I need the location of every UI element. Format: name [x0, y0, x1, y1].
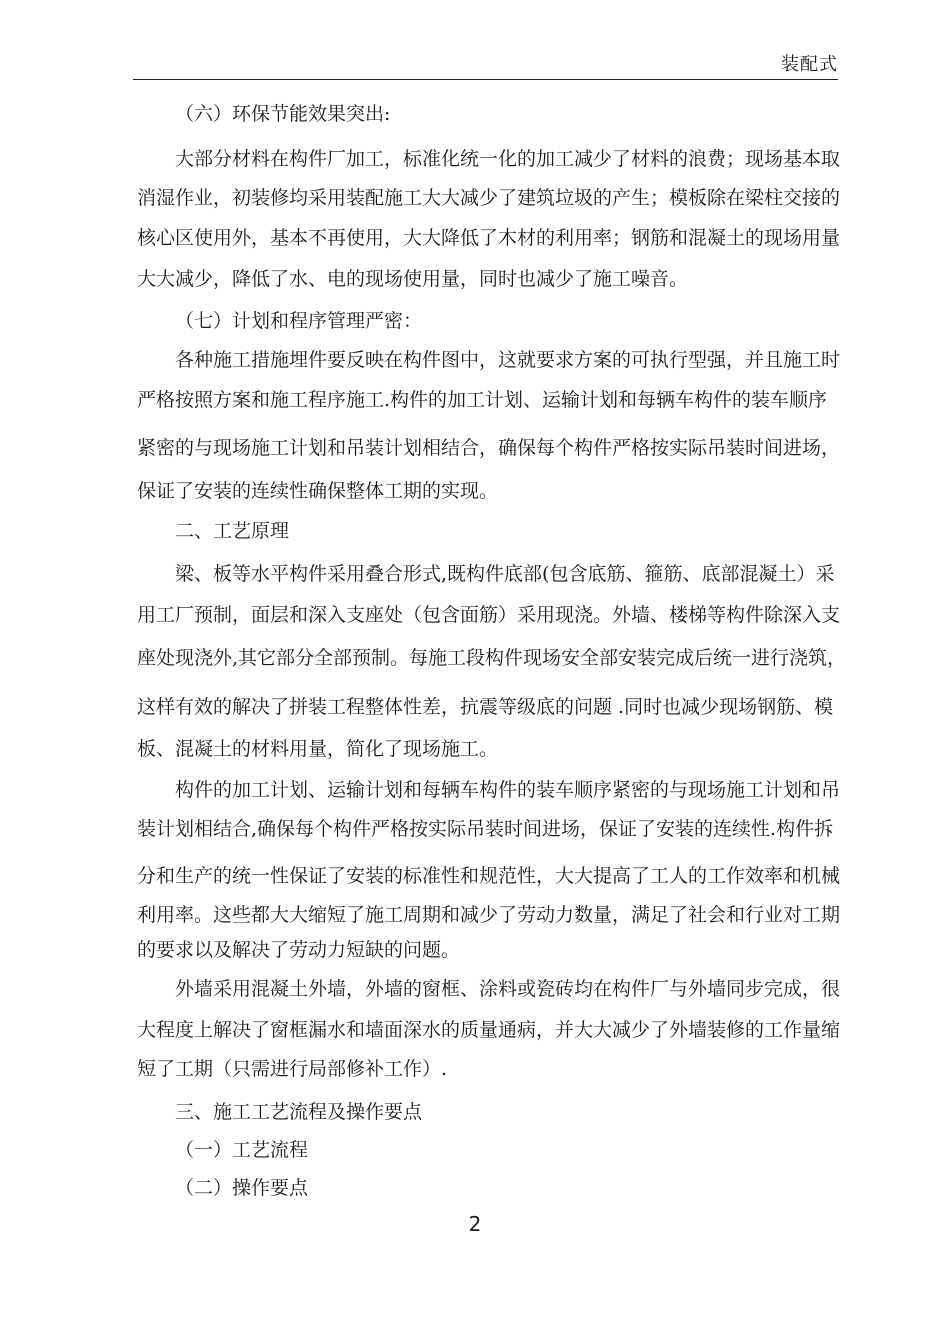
section-heading: （七）计划和程序管理严密： [175, 310, 423, 332]
header-rule [133, 79, 838, 80]
body-line: 板、混凝土的材料用量，简化了现场施工。 [137, 738, 499, 760]
body-line: 构件的加工计划、运输计划和每辆车构件的装车顺序紧密的与现场施工计划和吊 [175, 779, 841, 801]
section-heading: （二）操作要点 [175, 1177, 309, 1199]
body-line: 短了工期（只需进行局部修补工作）. [137, 1058, 448, 1080]
page-number: 2 [468, 1212, 482, 1236]
section-heading: 二、工艺原理 [175, 520, 290, 542]
body-line: 核心区使用外，基本不再使用，大大降低了木材的利用率；钢筋和混凝土的现场用量 [137, 227, 841, 249]
running-header: 装配式 [781, 54, 838, 75]
body-line: 利用率。这些都大大缩短了施工周期和减少了劳动力数量，满足了社会和行业对工期 [137, 904, 841, 926]
body-line: 保证了安装的连续性确保整体工期的实现。 [137, 480, 499, 502]
body-line: 的要求以及解决了劳动力短缺的问题。 [137, 939, 461, 961]
body-line: 各种施工措施埋件要反映在构件图中，这就要求方案的可执行型强，并且施工时 [175, 349, 841, 371]
body-line: 大大减少，降低了水、电的现场使用量，同时也减少了施工噪音。 [137, 268, 689, 290]
body-line: 装计划相结合,确保每个构件严格按实际吊装时间进场，保证了安装的连续性.构件拆 [137, 818, 834, 840]
section-heading: （一）工艺流程 [175, 1139, 309, 1161]
body-line: 大程度上解决了窗框漏水和墙面深水的质量通病，并大大减少了外墙装修的工作量缩 [137, 1019, 841, 1041]
body-line: 紧密的与现场施工计划和吊装计划相结合，确保每个构件严格按实际吊装时间进场， [137, 437, 841, 459]
body-line: 这样有效的解决了拼装工程整体性差，抗震等级底的问题 .同时也减少现场钢筋、模 [137, 696, 834, 718]
section-heading: （六）环保节能效果突出: [175, 103, 391, 125]
section-heading: 三、施工工艺流程及操作要点 [175, 1101, 423, 1123]
body-line: 严格按照方案和施工程序施工.构件的加工计划、运输计划和每辆车构件的装车顺序 [137, 389, 828, 411]
body-line: 外墙采用混凝土外墙，外墙的窗框、涂料或瓷砖均在构件厂与外墙同步完成，很 [175, 978, 841, 1000]
body-line: 梁、板等水平构件采用叠合形式,既构件底部(包含底筋、箍筋、底部混凝土）采 [175, 563, 835, 585]
body-line: 消湿作业，初装修均采用装配施工大大减少了建筑垃圾的产生；模板除在梁柱交接的 [137, 187, 841, 209]
body-line: 分和生产的统一性保证了安装的标准性和规范性，大大提高了工人的工作效率和机械 [137, 865, 841, 887]
body-line: 大部分材料在构件厂加工，标准化统一化的加工减少了材料的浪费；现场基本取 [175, 148, 841, 170]
body-line: 用工厂预制，面层和深入支座处（包含面筋）采用现浇。外墙、楼梯等构件除深入支 [137, 604, 841, 626]
body-line: 座处现浇外,其它部分全部预制。每施工段构件现场安全部安装完成后统一进行浇筑， [137, 647, 847, 669]
